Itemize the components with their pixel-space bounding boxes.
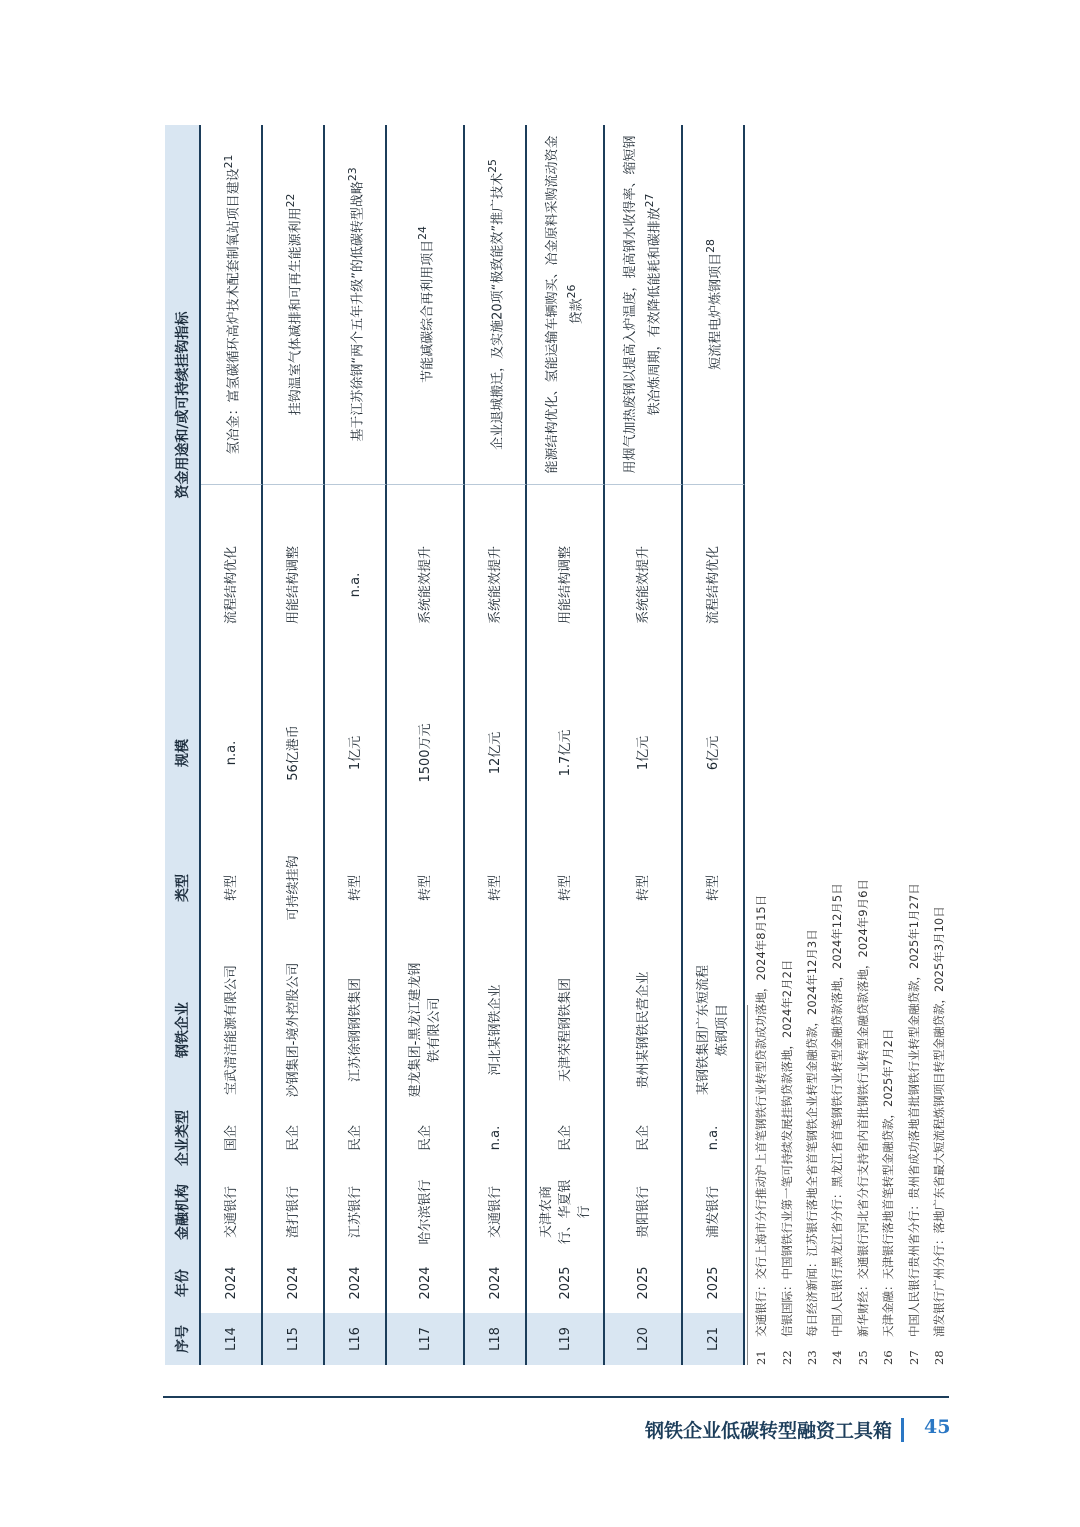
- row-enterprise-type: 民企: [527, 1105, 605, 1171]
- indicator-text: 挂钩温室气体减排和可再生能源利用: [288, 207, 304, 416]
- indicator-text: 节能减碳综合再利用项目: [420, 239, 436, 383]
- footnote-number: 23: [805, 1350, 819, 1365]
- footnote-text: 中国人民银行贵州省分行：贵州省成功落地首批钢铁行业转型金融贷款，2025年1月27日: [907, 883, 921, 1337]
- footnote-number: 24: [830, 1350, 844, 1365]
- row-enterprise: 河北某钢铁企业: [465, 955, 527, 1105]
- row-year: 2024: [387, 1253, 465, 1313]
- row-indicator: [263, 125, 325, 485]
- row-index: L18: [465, 1313, 527, 1365]
- row-type: 转型: [527, 821, 605, 955]
- row-enterprise-type: n.a.: [683, 1105, 745, 1171]
- row-index: L14: [201, 1313, 263, 1365]
- row-type: 转型: [325, 821, 387, 955]
- row-institution: 贵阳银行: [605, 1171, 683, 1253]
- footnote-rule: [747, 1005, 748, 1365]
- footnote-ref: 28: [703, 239, 717, 253]
- row-scale: 1.7亿元: [527, 685, 605, 821]
- footnote-item: [931, 906, 947, 1365]
- row-enterprise: 江苏徐钢钢铁集团: [325, 955, 387, 1105]
- row-institution: 江苏银行: [325, 1171, 387, 1253]
- footnote-ref: 22: [283, 193, 297, 208]
- row-index: L21: [683, 1313, 745, 1365]
- row-type: 可持续挂钩: [263, 821, 325, 955]
- row-year: 2024: [325, 1253, 387, 1313]
- footnote-ref: 27: [643, 193, 657, 208]
- row-use: n.a.: [325, 485, 387, 685]
- table-row: [527, 125, 605, 1365]
- row-index: L16: [325, 1313, 387, 1365]
- row-scale: 1亿元: [605, 685, 683, 821]
- row-type: 转型: [465, 821, 527, 955]
- row-scale: n.a.: [201, 685, 263, 821]
- row-use: 流程结构优化: [201, 485, 263, 685]
- row-enterprise-type: 民企: [263, 1105, 325, 1171]
- footnote-ref: 25: [485, 159, 499, 173]
- table-header-row: [165, 125, 201, 1365]
- row-institution: 天津农商行、华夏银行: [527, 1171, 605, 1253]
- row-institution: 交通银行: [201, 1171, 263, 1253]
- footnote-item: [880, 1029, 896, 1365]
- row-type: 转型: [387, 821, 465, 955]
- footnote-item: [753, 895, 769, 1365]
- footer-rule: [163, 1396, 949, 1398]
- footnote-ref: 26: [565, 284, 579, 299]
- header-use-of-funds: 资金用途和/或可持续挂钩指标: [165, 125, 201, 685]
- row-index: L17: [387, 1313, 465, 1365]
- row-indicator: [605, 125, 683, 485]
- header-institution: 金融机构: [165, 1171, 201, 1253]
- footnote-item: [855, 879, 871, 1365]
- table-row: [387, 125, 465, 1365]
- row-index: L20: [605, 1313, 683, 1365]
- footnote-number: 26: [881, 1350, 895, 1365]
- footnote-ref: 24: [415, 226, 429, 240]
- row-use: 系统能效提升: [387, 485, 465, 685]
- indicator-text: 氢冶金：富氢碳循环高炉技术配套制氧站项目建设: [226, 168, 242, 455]
- row-enterprise: 建龙集团-黑龙江建龙钢铁有限公司: [387, 955, 465, 1105]
- footnote-text: 中国人民银行黑龙江省分行：黑龙江省首笔钢铁行业转型金融贷款落地，2024年12月5日: [830, 883, 844, 1337]
- row-enterprise: 贵州某钢铁民营企业: [605, 955, 683, 1105]
- footnote-number: 22: [780, 1350, 794, 1365]
- row-year: 2024: [201, 1253, 263, 1313]
- row-year: 2025: [605, 1253, 683, 1313]
- row-use: 用能结构调整: [263, 485, 325, 685]
- footnote-text: 浦发银行广州分行：落地广东省最大短流程炼钢项目转型金融贷款，2025年3月10日: [932, 906, 946, 1337]
- header-index: 序号: [165, 1313, 201, 1365]
- row-indicator: [201, 125, 263, 485]
- row-enterprise-type: n.a.: [465, 1105, 527, 1171]
- table-row: [201, 125, 263, 1365]
- row-scale: 6亿元: [683, 685, 745, 821]
- row-type: 转型: [201, 821, 263, 955]
- row-institution: 渣打银行: [263, 1171, 325, 1253]
- indicator-text: 企业退城搬迁，及实施20项“极致能效”推广技术: [490, 172, 506, 450]
- row-institution: 交通银行: [465, 1171, 527, 1253]
- row-enterprise: 天津荣程钢铁集团: [527, 955, 605, 1105]
- footnote-item: [906, 883, 922, 1365]
- header-scale: 规模: [165, 685, 201, 821]
- row-enterprise: 某钢铁集团广东短流程炼钢项目: [683, 955, 745, 1105]
- page-number: 45: [924, 1416, 951, 1438]
- footnote-number: 25: [856, 1350, 870, 1365]
- row-enterprise-type: 民企: [387, 1105, 465, 1171]
- footnote-text: 每日经济新闻：江苏银行落地全省首笔钢铁企业转型金融贷款，2024年12月3日: [805, 929, 819, 1337]
- table-row: [605, 125, 683, 1365]
- footnote-number: 21: [754, 1350, 768, 1365]
- row-use: 系统能效提升: [605, 485, 683, 685]
- row-enterprise-type: 国企: [201, 1105, 263, 1171]
- row-indicator: [527, 125, 605, 485]
- footnote-text: 交通银行：交行上海市分行推动沪上首笔钢铁行业转型贷款成功落地，2024年8月15日: [754, 894, 768, 1337]
- row-enterprise: 沙钢集团-境外控股公司: [263, 955, 325, 1105]
- table-row: [263, 125, 325, 1365]
- footnote-number: 28: [932, 1350, 946, 1365]
- row-use: 系统能效提升: [465, 485, 527, 685]
- footnote-text: 信银国际：中国钢铁行业第一笔可持续发展挂钩贷款落地，2024年2月2日: [780, 959, 794, 1337]
- row-institution: 哈尔滨银行: [387, 1171, 465, 1253]
- indicator-text: 用烟气加热废钢以提高入炉温度，提高钢水收得率、缩短钢铁冶炼周期，有效降低能耗和碳排放: [623, 135, 663, 474]
- row-use: 流程结构优化: [683, 485, 745, 685]
- table-row: [465, 125, 527, 1365]
- row-enterprise-type: 民企: [605, 1105, 683, 1171]
- footnote-ref: 23: [345, 167, 359, 182]
- footnote-text: 天津金融：天津银行落地首笔转型金融贷款，2025年7月2日: [881, 1028, 895, 1337]
- table-row: [683, 125, 745, 1365]
- footnote-item: [804, 929, 820, 1365]
- indicator-text: 短流程电炉炼钢项目: [708, 252, 724, 370]
- header-enterprise: 钢铁企业: [165, 955, 201, 1105]
- footnote-item: [829, 883, 845, 1365]
- indicator-text: 基于江苏徐钢“两个五年升级”的低碳转型战略: [350, 181, 366, 442]
- row-indicator: [325, 125, 387, 485]
- row-year: 2024: [465, 1253, 527, 1313]
- row-scale: 56亿港币: [263, 685, 325, 821]
- footnote-item: [779, 960, 795, 1365]
- footer-separator: [901, 1418, 904, 1442]
- row-indicator: [465, 125, 527, 485]
- header-type: 类型: [165, 821, 201, 955]
- row-scale: 1亿元: [325, 685, 387, 821]
- row-index: L15: [263, 1313, 325, 1365]
- row-enterprise-type: 民企: [325, 1105, 387, 1171]
- footnote-number: 27: [907, 1350, 921, 1365]
- footnote-ref: 21: [221, 154, 235, 169]
- row-year: 2024: [263, 1253, 325, 1313]
- row-indicator: [683, 125, 745, 485]
- row-use: 用能结构调整: [527, 485, 605, 685]
- row-institution: 浦发银行: [683, 1171, 745, 1253]
- financing-table: [165, 125, 745, 1365]
- indicator-text: 能源结构优化、氢能运输车辆购买、冶金原料采购流动资金贷款: [545, 135, 585, 474]
- row-scale: 12亿元: [465, 685, 527, 821]
- row-year: 2025: [527, 1253, 605, 1313]
- table-row: [325, 125, 387, 1365]
- footer-title: 钢铁企业低碳转型融资工具箱: [644, 1420, 892, 1442]
- rotated-content: [165, 125, 946, 1365]
- row-type: 转型: [683, 821, 745, 955]
- footnote-text: 新华财经：交通银行河北省分行支持省内首批钢铁行业转型金融贷款落地，2024年9月6日: [856, 879, 870, 1337]
- header-year: 年份: [165, 1253, 201, 1313]
- row-indicator: [387, 125, 465, 485]
- row-index: L19: [527, 1313, 605, 1365]
- row-scale: 1500万元: [387, 685, 465, 821]
- row-enterprise: 宝武清洁能源有限公司: [201, 955, 263, 1105]
- row-type: 转型: [605, 821, 683, 955]
- header-enterprise-type: 企业类型: [165, 1105, 201, 1171]
- row-year: 2025: [683, 1253, 745, 1313]
